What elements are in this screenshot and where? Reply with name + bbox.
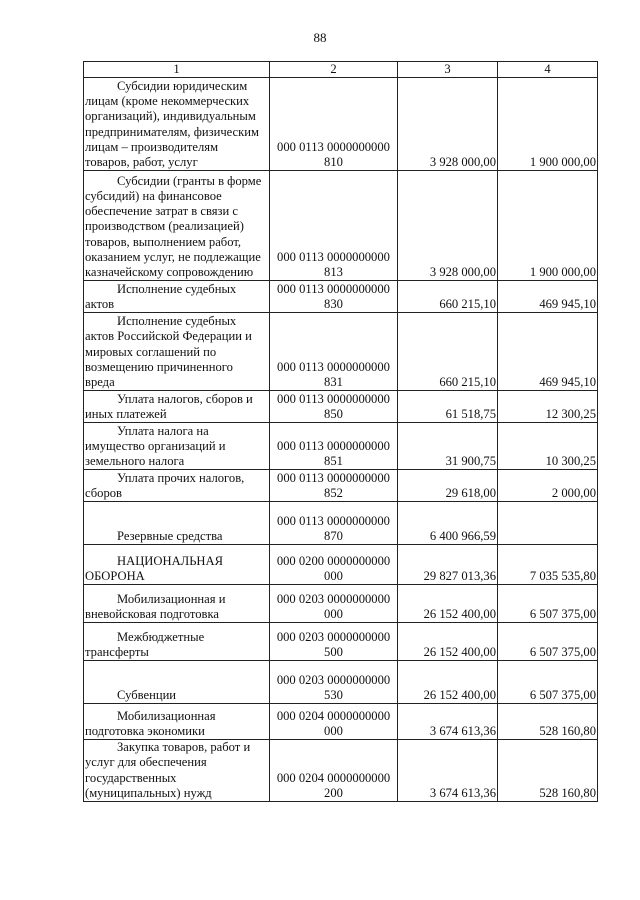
row-name xyxy=(84,423,270,470)
row-name-line: возмещению причиненного xyxy=(85,359,233,374)
table-row xyxy=(84,313,598,391)
row-name-first-line: Исполнение судебных xyxy=(117,314,237,329)
row-name-line: товаров, работ, услуг xyxy=(85,155,198,169)
row-name-line: предпринимателям, физическим xyxy=(85,124,259,139)
row-name-line: казначейскому сопровождению xyxy=(85,265,254,279)
row-code-main: 000 0203 0000000000 xyxy=(276,672,391,687)
row-name xyxy=(84,740,270,802)
row-name-line: подготовка экономики xyxy=(85,724,205,738)
row-name-first-line: Межбюджетные xyxy=(117,629,205,644)
row-code-sub: 813 xyxy=(324,265,343,279)
page-number: 88 xyxy=(313,30,327,45)
column-header-1: 1 xyxy=(84,62,270,78)
budget-table xyxy=(83,61,598,802)
row-value-col4: 7 035 535,80 xyxy=(498,545,598,585)
table-row xyxy=(84,661,598,704)
row-code-main: 000 0203 0000000000 xyxy=(276,591,391,606)
row-code xyxy=(270,391,398,423)
row-code xyxy=(270,470,398,502)
row-code xyxy=(270,423,398,470)
row-code xyxy=(270,704,398,740)
row-name-first-line: НАЦИОНАЛЬНАЯ xyxy=(117,553,224,568)
row-value-col4: 528 160,80 xyxy=(498,740,598,802)
row-name-line: имущество организаций и xyxy=(85,438,226,453)
row-value-col4: 6 507 375,00 xyxy=(498,585,598,623)
row-code xyxy=(270,623,398,661)
row-code-sub: 810 xyxy=(324,155,343,169)
row-name xyxy=(84,704,270,740)
row-code-sub: 830 xyxy=(324,297,343,311)
row-code-sub: 851 xyxy=(324,454,343,468)
row-code-main: 000 0204 0000000000 xyxy=(276,708,391,723)
row-value-col3: 31 900,75 xyxy=(398,423,498,470)
row-name-line: обеспечение затрат в связи с xyxy=(85,204,239,219)
row-name-line: сборов xyxy=(85,486,122,500)
row-value-col4: 12 300,25 xyxy=(498,391,598,423)
row-value-col3: 3 674 613,36 xyxy=(398,740,498,802)
row-code-sub: 000 xyxy=(324,724,343,738)
row-name-line: вреда xyxy=(85,375,115,389)
table-row xyxy=(84,423,598,470)
column-header-3: 3 xyxy=(398,62,498,78)
row-name-first-line: Мобилизационная xyxy=(117,708,216,723)
table-row xyxy=(84,623,598,661)
row-name xyxy=(84,78,270,171)
row-value-col4: 10 300,25 xyxy=(498,423,598,470)
row-code-sub: 831 xyxy=(324,375,343,389)
row-name-line: товаров, выполнением работ, xyxy=(85,234,242,249)
table-row xyxy=(84,470,598,502)
row-name-first-line: Субвенции xyxy=(117,688,177,702)
table-row xyxy=(84,545,598,585)
row-code-sub: 000 xyxy=(324,569,343,583)
row-value-col3: 29 618,00 xyxy=(398,470,498,502)
row-name-line: иных платежей xyxy=(85,407,167,421)
row-name-first-line: Уплата налогов, сборов и xyxy=(117,391,253,406)
row-code xyxy=(270,281,398,313)
row-value-col3: 29 827 013,36 xyxy=(398,545,498,585)
row-code-main: 000 0113 0000000000 xyxy=(277,391,390,406)
row-name xyxy=(84,391,270,423)
row-value-col3: 660 215,10 xyxy=(398,313,498,391)
row-name-line: трансферты xyxy=(85,645,149,659)
column-header-4: 4 xyxy=(498,62,598,78)
row-name-first-line: Исполнение судебных xyxy=(117,281,237,296)
row-code xyxy=(270,502,398,545)
row-name xyxy=(84,281,270,313)
row-value-col4: 2 000,00 xyxy=(498,470,598,502)
row-name-line: государственных xyxy=(85,770,177,785)
row-name-first-line: Резервные средства xyxy=(117,529,223,543)
row-code-main: 000 0113 0000000000 xyxy=(277,513,390,528)
row-name-line: субсидий) на финансовое xyxy=(85,188,222,203)
row-code-sub: 870 xyxy=(324,529,343,543)
row-value-col4: 1 900 000,00 xyxy=(498,78,598,171)
row-code xyxy=(270,661,398,704)
row-value-col3: 26 152 400,00 xyxy=(398,661,498,704)
row-name xyxy=(84,545,270,585)
row-name-line: ОБОРОНА xyxy=(85,569,145,583)
row-name xyxy=(84,171,270,281)
row-code xyxy=(270,740,398,802)
row-name-line: мировых соглашений по xyxy=(85,344,217,359)
row-code-main: 000 0113 0000000000 xyxy=(277,438,390,453)
row-name xyxy=(84,623,270,661)
row-code-sub: 530 xyxy=(324,688,343,702)
row-code-main: 000 0113 0000000000 xyxy=(277,281,390,296)
row-value-col3: 26 152 400,00 xyxy=(398,585,498,623)
column-header-2: 2 xyxy=(270,62,398,78)
row-name-first-line: Мобилизационная и xyxy=(117,591,226,606)
row-value-col3: 26 152 400,00 xyxy=(398,623,498,661)
row-value-col4: 6 507 375,00 xyxy=(498,661,598,704)
row-value-col3: 3 674 613,36 xyxy=(398,704,498,740)
row-name-line: актов xyxy=(85,297,115,311)
row-value-col4: 469 945,10 xyxy=(498,281,598,313)
row-value-col4: 469 945,10 xyxy=(498,313,598,391)
table-body xyxy=(84,78,598,802)
row-code-main: 000 0203 0000000000 xyxy=(276,629,391,644)
table-row xyxy=(84,502,598,545)
row-name-line: актов Российской Федерации и xyxy=(85,329,252,344)
row-name-first-line: Уплата прочих налогов, xyxy=(117,470,245,485)
row-name-first-line: Субсидии юридическим xyxy=(117,78,248,93)
row-code-main: 000 0113 0000000000 xyxy=(277,470,390,485)
row-code xyxy=(270,171,398,281)
row-name xyxy=(84,661,270,704)
row-code xyxy=(270,545,398,585)
table-row xyxy=(84,704,598,740)
row-name-line: (муниципальных) нужд xyxy=(85,785,212,800)
row-code-main: 000 0200 0000000000 xyxy=(276,553,391,568)
row-name xyxy=(84,585,270,623)
row-value-col4: 6 507 375,00 xyxy=(498,623,598,661)
row-code xyxy=(270,313,398,391)
row-value-col3: 3 928 000,00 xyxy=(398,171,498,281)
row-code-sub: 500 xyxy=(324,645,343,659)
row-name xyxy=(84,502,270,545)
row-name-line: услуг для обеспечения xyxy=(85,755,207,770)
row-code-sub: 000 xyxy=(324,607,343,621)
row-value-col3: 660 215,10 xyxy=(398,281,498,313)
table-row xyxy=(84,585,598,623)
row-code-sub: 850 xyxy=(324,407,343,421)
row-name-line: лицам (кроме некоммерческих xyxy=(85,94,250,109)
table-row xyxy=(84,78,598,171)
row-value-col3: 6 400 966,59 xyxy=(398,502,498,545)
row-name-first-line: Субсидии (гранты в форме xyxy=(117,173,262,188)
row-name-line: оказанием услуг, не подлежащие xyxy=(85,249,261,264)
row-value-col4 xyxy=(498,502,598,545)
row-name xyxy=(84,470,270,502)
table-row xyxy=(84,391,598,423)
row-name-first-line: Закупка товаров, работ и xyxy=(117,740,251,755)
table-row xyxy=(84,740,598,802)
row-code xyxy=(270,585,398,623)
row-value-col4: 528 160,80 xyxy=(498,704,598,740)
row-value-col4: 1 900 000,00 xyxy=(498,171,598,281)
row-code-main: 000 0113 0000000000 xyxy=(277,249,390,264)
row-value-col3: 61 518,75 xyxy=(398,391,498,423)
table-row xyxy=(84,281,598,313)
row-name-first-line: Уплата налога на xyxy=(117,423,209,438)
row-code-sub: 200 xyxy=(324,785,343,800)
row-value-col3: 3 928 000,00 xyxy=(398,78,498,171)
row-code-sub: 852 xyxy=(324,486,343,500)
row-code-main: 000 0113 0000000000 xyxy=(277,139,390,154)
row-name-line: лицам – производителям xyxy=(85,139,219,154)
row-name-line: производством (реализацией) xyxy=(85,219,244,234)
header-row xyxy=(84,62,598,78)
row-name-line: организаций), индивидуальным xyxy=(85,109,256,124)
row-code xyxy=(270,78,398,171)
row-name xyxy=(84,313,270,391)
table-row xyxy=(84,171,598,281)
row-code-main: 000 0204 0000000000 xyxy=(276,770,391,785)
row-name-line: земельного налога xyxy=(85,454,185,468)
row-name-line: вневойсковая подготовка xyxy=(85,607,220,621)
row-code-main: 000 0113 0000000000 xyxy=(277,359,390,374)
